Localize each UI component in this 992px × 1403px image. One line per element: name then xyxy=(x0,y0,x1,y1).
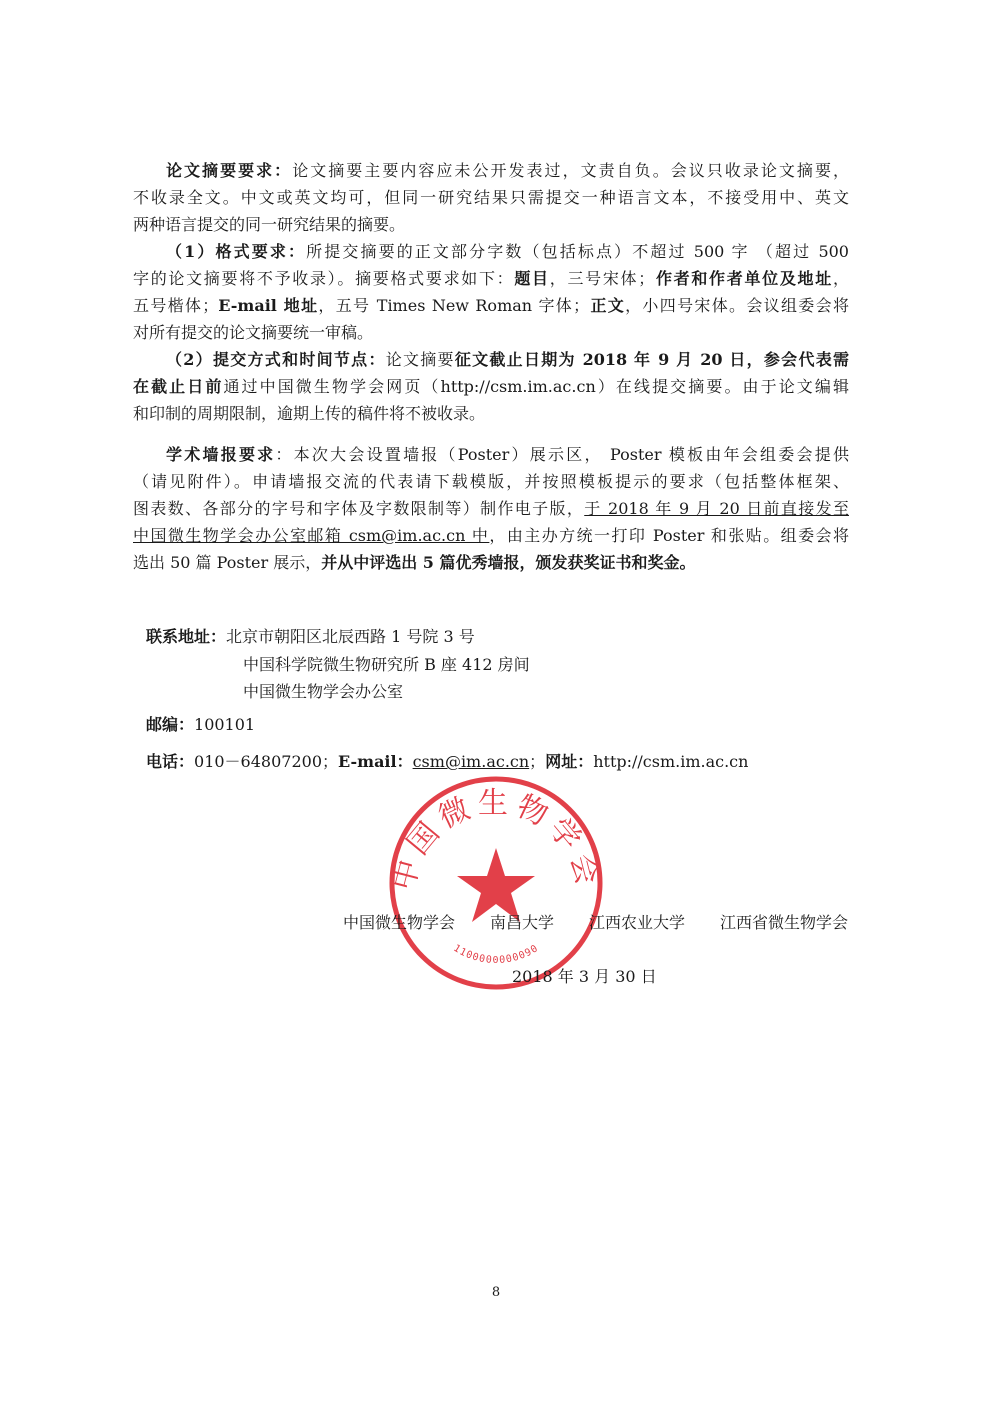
postcode-value: 100101 xyxy=(194,715,256,734)
address-line: 中国微生物学会办公室 xyxy=(243,682,404,701)
contact-phone-line: 电话：010－64807200；E-mail：csm@im.ac.cn；网址：http://csm.im.ac.cn xyxy=(146,752,749,771)
website-link[interactable]: http://csm.im.ac.cn xyxy=(593,752,749,771)
email-link[interactable]: csm@im.ac.cn xyxy=(412,752,530,771)
paragraph-line: 对所有提交的论文摘要统一审稿。 xyxy=(133,323,374,342)
paragraph-line: 论文摘要要求：论文摘要主要内容应未公开发表过，文责自负。会议只收录论文摘要， xyxy=(166,161,849,180)
issue-date: 2018 年 3 月 30 日 xyxy=(512,967,657,986)
star-icon xyxy=(457,848,535,922)
paragraph-line: 五号楷体；E-mail 地址，五号 Times New Roman 字体；正文，小四号宋体。会议组委会将 xyxy=(133,296,849,315)
paragraph-line: 两种语言提交的同一研究结果的摘要。 xyxy=(133,215,406,234)
paragraph-line: （请见附件）。申请墙报交流的代表请下载模版，并按照模板提示的要求（包括整体框架、 xyxy=(133,472,849,491)
paragraph-line: （1）格式要求：所提交摘要的正文部分字数（包括标点）不超过 500 字 （超过 500 xyxy=(166,242,849,261)
signatory: 中国微生物学会 xyxy=(343,913,456,932)
paragraph-line: 图表数、各部分的字号和字体及字数限制等）制作电子版，于 2018 年 9 月 20 日前直接发至 xyxy=(133,499,849,518)
signatory: 南昌大学 xyxy=(489,913,554,932)
signatories xyxy=(343,913,848,933)
paragraph-line: 字的论文摘要将不予收录）。摘要格式要求如下：题目，三号宋体；作者和作者单位及地址， xyxy=(133,269,849,288)
contact-postcode xyxy=(146,715,255,735)
address-line: 北京市朝阳区北辰西路 1 号院 3 号 xyxy=(226,627,475,646)
paragraph-line: 在截止日前通过中国微生物学会网页（http://csm.im.ac.cn）在线提交摘要。由于论文编辑 xyxy=(133,377,849,396)
official-seal xyxy=(386,773,606,993)
section-label: 学术墙报要求 xyxy=(166,445,276,464)
paragraph-line: 和印制的周期限制，逾期上传的稿件将不被收录。 xyxy=(133,404,486,423)
section-label: （1）格式要求： xyxy=(166,242,307,261)
paragraph-line: 学术墙报要求：本次大会设置墙报（Poster）展示区， Poster 模板由年会组委会提供 xyxy=(166,445,849,464)
phone-label: 电话： xyxy=(146,752,195,771)
paragraph-line: 不收录全文。中文或英文均可，但同一研究结果只需提交一种语言文本，不接受用中、英文 xyxy=(133,188,849,207)
phone-value: 010－64807200； xyxy=(194,752,338,771)
paragraph-line: 选出 50 篇 Poster 展示，并从中评选出 5 篇优秀墙报，颁发获奖证书和奖金。 xyxy=(133,553,696,572)
signatory: 江西省微生物学会 xyxy=(719,913,848,932)
contact-address xyxy=(146,627,475,647)
section-label: （2）提交方式和时间节点： xyxy=(166,350,386,369)
page-number: 8 xyxy=(491,1285,501,1300)
paragraph-line: 中国微生物学会办公室邮箱 csm@im.ac.cn 中，由主办方统一打印 Poster 和张贴。组委会将 xyxy=(133,526,849,545)
email-label: E-mail： xyxy=(338,752,413,771)
postcode-label: 邮编： xyxy=(146,715,195,734)
seal-text: 中国微生物学会 xyxy=(386,786,606,894)
address-line: 中国科学院微生物研究所 B 座 412 房间 xyxy=(243,655,530,674)
signatory: 江西农业大学 xyxy=(588,913,685,932)
seal-number: 1100000000090 xyxy=(451,942,541,967)
address-label: 联系地址： xyxy=(146,627,227,646)
website-label: 网址： xyxy=(545,752,594,771)
abstract-requirements xyxy=(133,157,849,427)
section-label: 论文摘要要求： xyxy=(166,161,293,180)
paragraph-line: （2）提交方式和时间节点：论文摘要征文截止日期为 2018 年 9 月 20 日，参会代表需 xyxy=(166,350,849,369)
poster-requirements xyxy=(133,441,849,576)
